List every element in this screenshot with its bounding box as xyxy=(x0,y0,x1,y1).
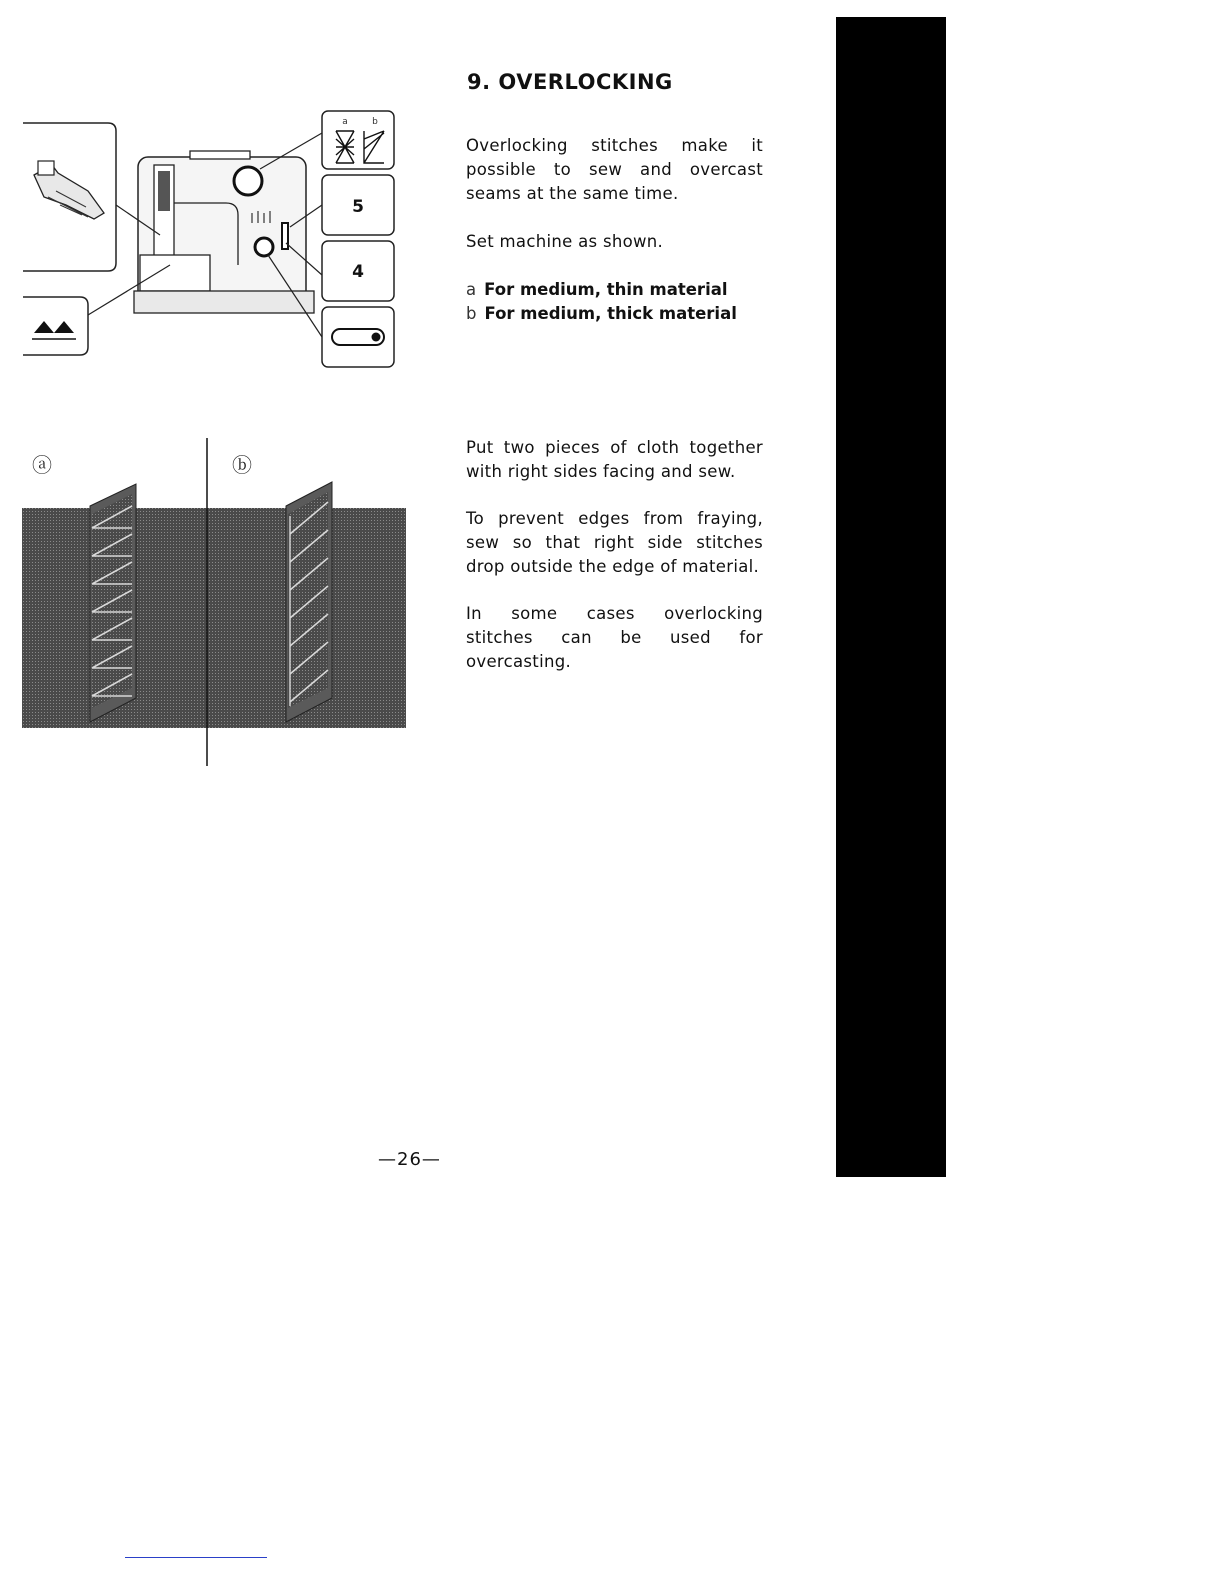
option-a-label: For medium, thin material xyxy=(484,280,728,299)
figure-label-a: ⓐ xyxy=(32,453,52,477)
option-b xyxy=(466,302,737,326)
side-tab xyxy=(836,17,946,1177)
seam-b xyxy=(286,482,332,722)
option-a-marker: a xyxy=(466,280,477,299)
instruction-fraying: To prevent edges from fraying, sew so that right side stitches drop outside the edge of material. xyxy=(466,509,763,576)
instruction-sew: Put two pieces of cloth together with right sides facing and sew. xyxy=(466,438,763,481)
section-heading: 9. OVERLOCKING xyxy=(467,70,673,94)
sewing-machine-icon xyxy=(134,151,314,313)
fabric-seam-figure xyxy=(20,436,410,770)
feed-dog-callout xyxy=(23,297,88,355)
figure-label-b: ⓑ xyxy=(232,453,252,477)
stitch-width-box xyxy=(322,241,394,301)
fabric-base xyxy=(22,508,406,728)
instruction-overcasting: In some cases overlocking stitches can be used for overcasting. xyxy=(466,604,763,671)
lever-box xyxy=(322,307,394,367)
intro-paragraph: Overlocking stitches make it possible to sew and overcast seams at the same time. xyxy=(466,136,763,203)
stitch-width-value: 4 xyxy=(352,262,364,282)
page-number: —26— xyxy=(378,1149,441,1170)
stitch-selector-box xyxy=(322,111,394,169)
seam-a xyxy=(90,484,136,722)
feed-dog-up-icon xyxy=(34,321,74,333)
stitch-label-a: a xyxy=(342,117,348,127)
option-a xyxy=(466,278,728,302)
machine-settings-figure xyxy=(20,105,400,375)
option-b-marker: b xyxy=(466,304,477,323)
option-b-label: For medium, thick material xyxy=(484,304,737,323)
stitch-length-value: 5 xyxy=(352,197,364,217)
footer-rule xyxy=(125,1557,267,1558)
stitch-label-b: b xyxy=(372,117,378,127)
setup-paragraph: Set machine as shown. xyxy=(466,232,664,251)
presser-foot-callout xyxy=(23,123,116,271)
stitch-length-box xyxy=(322,175,394,235)
